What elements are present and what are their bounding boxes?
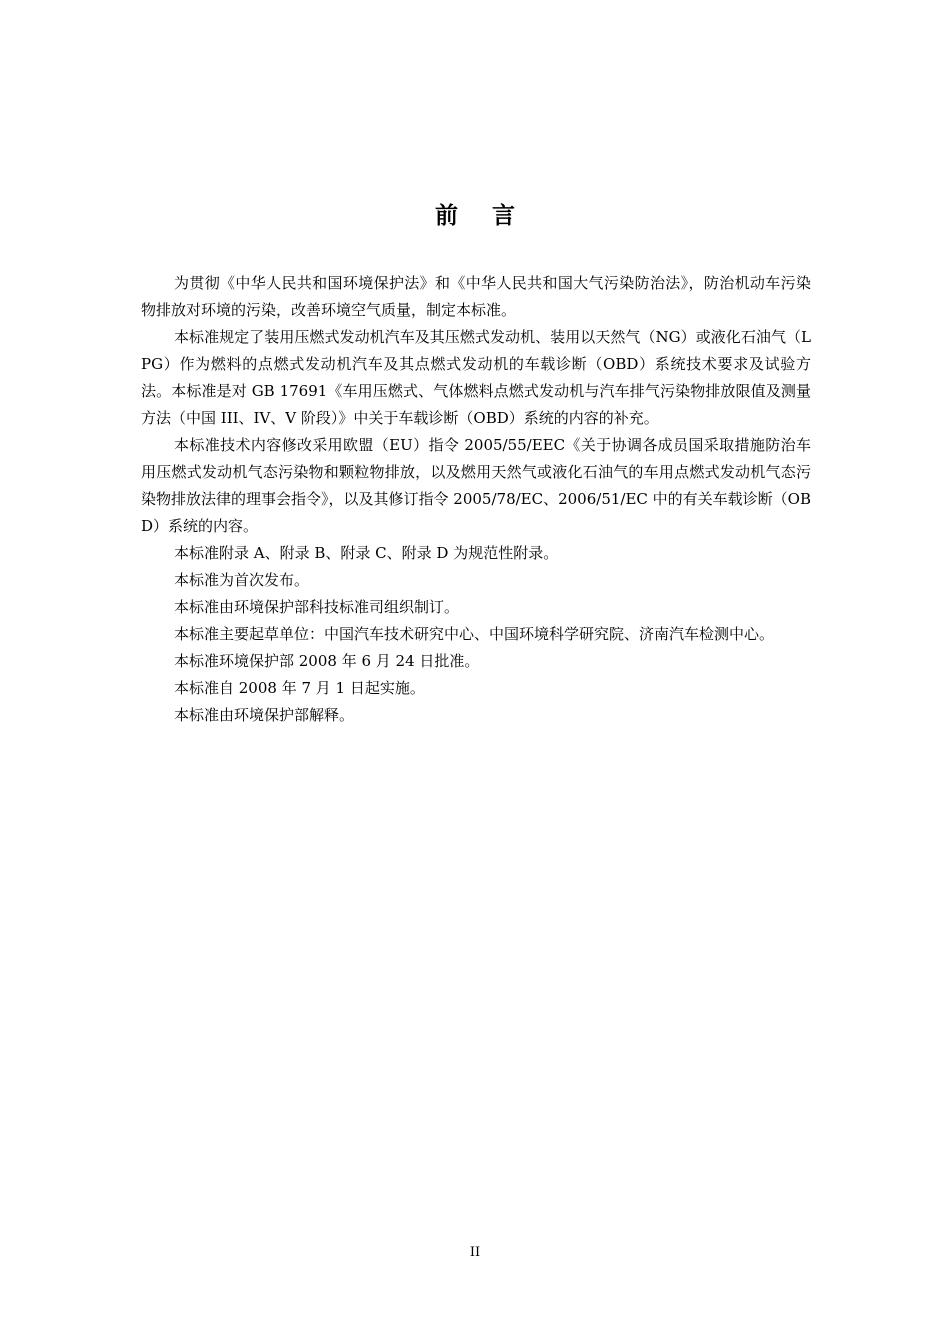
foreword-body bbox=[141, 270, 811, 729]
page-number: II bbox=[469, 1245, 481, 1260]
paragraph-annexes: 本标准附录 A、附录 B、附录 C、附录 D 为规范性附录。 bbox=[174, 544, 559, 562]
paragraph-interpretation: 本标准由环境保护部解释。 bbox=[174, 706, 355, 724]
paragraph-organizer: 本标准由环境保护部科技标准司组织制订。 bbox=[174, 598, 460, 616]
page-title: 前言 bbox=[435, 203, 549, 229]
paragraph-eu-reference: 本标准技术内容修改采用欧盟（EU）指令 2005/55/EEC《关于协调各成员国采取措施防治车用压燃式发动机气态污染物和颗粒物排放，以及燃用天然气或液化石油气的车用点燃式发动机气态污染物排放法律的理事会指令》，以及其修订指令 2005/78/EC、2006/51/EC 中的有关车载诊断（OBD）系统的内容。 bbox=[141, 436, 811, 535]
paragraph-scope: 本标准规定了装用压燃式发动机汽车及其压燃式发动机、装用以天然气（NG）或液化石油气（LPG）作为燃料的点燃式发动机汽车及其点燃式发动机的车载诊断（OBD）系统技术要求及试验方法。本标准是对 GB 17691《车用压燃式、气体燃料点燃式发动机与汽车排气污染物排放限值及测量方法（中国 III、IV、V 阶段）》中关于车载诊断（OBD）系统的内容的补充。 bbox=[141, 328, 811, 427]
paragraph-purpose: 为贯彻《中华人民共和国环境保护法》和《中华人民共和国大气污染防治法》，防治机动车污染物排放对环境的污染，改善环境空气质量，制定本标准。 bbox=[141, 274, 811, 319]
paragraph-effective-date: 本标准自 2008 年 7 月 1 日起实施。 bbox=[174, 679, 425, 697]
paragraph-drafting-units: 本标准主要起草单位：中国汽车技术研究中心、中国环境科学研究院、济南汽车检测中心。 bbox=[174, 625, 775, 643]
paragraph-approval-date: 本标准环境保护部 2008 年 6 月 24 日批准。 bbox=[174, 652, 480, 670]
paragraph-first-release: 本标准为首次发布。 bbox=[174, 571, 310, 589]
